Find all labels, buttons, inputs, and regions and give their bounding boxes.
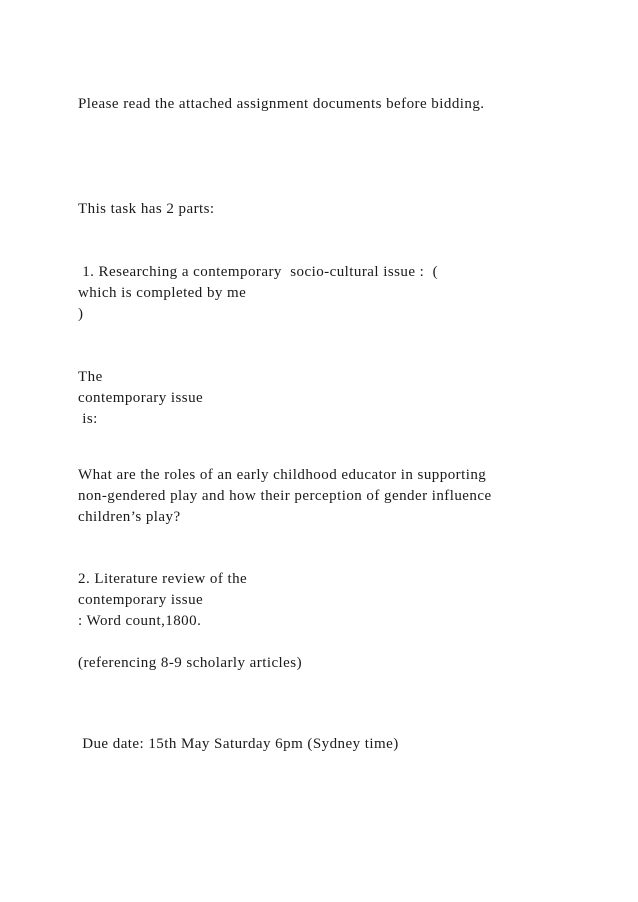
- question-line1: What are the roles of an early childhood educator in supporting: [78, 467, 487, 483]
- issue-label-line2: contemporary issue: [78, 390, 204, 406]
- part2-line1: 2. Literature review of the: [78, 571, 248, 587]
- referencing-note: (referencing 8-9 scholarly articles): [78, 655, 303, 671]
- issue-label-line3: is:: [78, 411, 98, 427]
- issue-label-line1: The: [78, 369, 103, 385]
- part2-line2: contemporary issue: [78, 592, 204, 608]
- question-line2: non-gendered play and how their perception of gender influence: [78, 488, 492, 504]
- intro-text: Please read the attached assignment documents before bidding.: [78, 96, 485, 112]
- part1-line1: 1. Researching a contemporary socio-cultural issue : (: [78, 264, 439, 280]
- parts-heading: This task has 2 parts:: [78, 201, 215, 217]
- part1-line3: ): [78, 306, 84, 322]
- due-date: Due date: 15th May Saturday 6pm (Sydney time): [78, 736, 399, 752]
- question-line3: children’s play?: [78, 509, 181, 525]
- part1-line2: which is completed by me: [78, 285, 247, 301]
- part2-line3: : Word count,1800.: [78, 613, 202, 629]
